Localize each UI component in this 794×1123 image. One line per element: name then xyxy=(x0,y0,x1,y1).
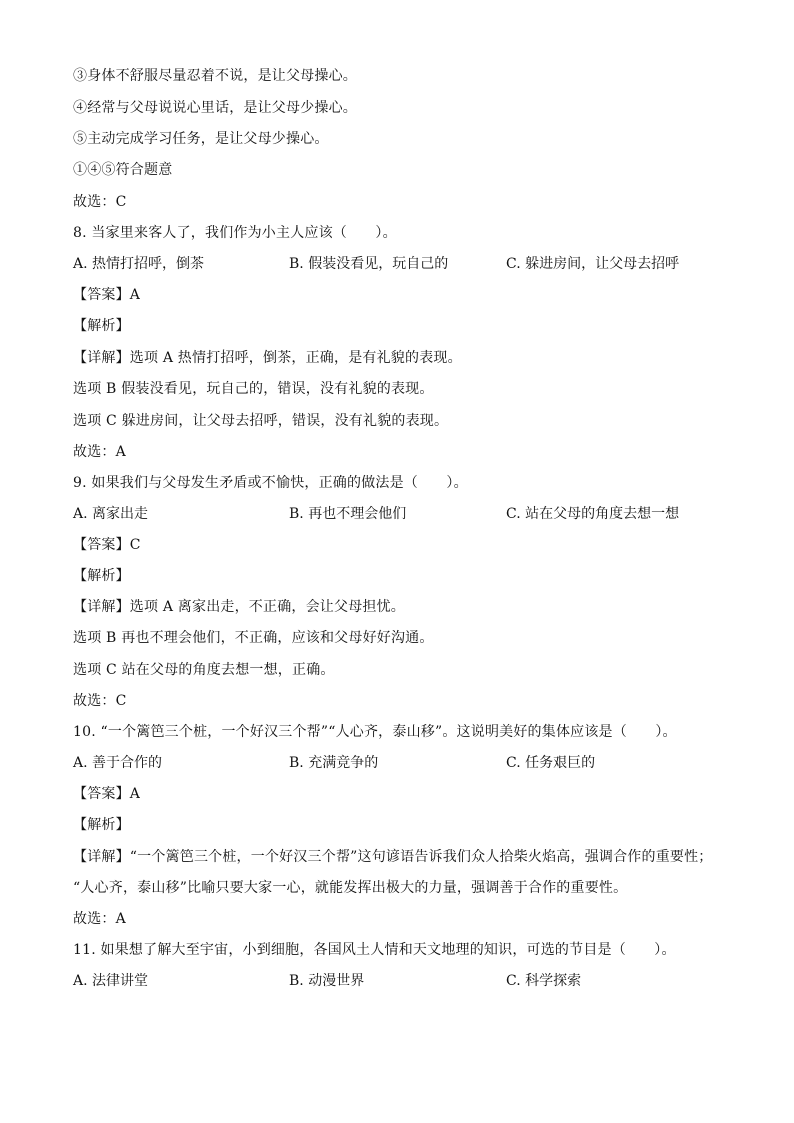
question-8-answer: 【答案】A xyxy=(73,287,141,303)
question-9-answer: 【答案】C xyxy=(73,537,141,553)
question-8-detail-3: 选项 C 躲进房间，让父母去招呼，错误，没有礼貌的表现。 xyxy=(73,413,449,429)
question-9-final: 故选：C xyxy=(73,693,127,709)
question-11-stem: 11. 如果想了解大至宇宙，小到细胞，各国风土人情和天文地理的知识，可选的节目是（ ）。 xyxy=(73,942,676,958)
question-8-option-a: A. 热情打招呼，倒茶 xyxy=(73,256,205,272)
question-8-option-b: B. 假装没看见，玩自己的 xyxy=(289,256,449,272)
question-8-detail-1: 【详解】选项 A 热情打招呼，倒茶，正确，是有礼貌的表现。 xyxy=(73,350,462,366)
question-11-option-c: C. 科学探索 xyxy=(506,973,582,989)
question-8-analysis-label: 【解析】 xyxy=(73,318,130,334)
question-9-option-b: B. 再也不理会他们 xyxy=(289,506,407,522)
question-8-option-c: C. 躲进房间，让父母去招呼 xyxy=(506,256,680,272)
question-9-option-c: C. 站在父母的角度去想一想 xyxy=(506,506,680,522)
question-8-final: 故选：A xyxy=(73,444,126,460)
question-11-option-a: A. 法律讲堂 xyxy=(73,973,149,989)
question-9-stem: 9. 如果我们与父母发生矛盾或不愉快，正确的做法是（ ）。 xyxy=(73,475,468,491)
question-10-option-a: A. 善于合作的 xyxy=(73,755,163,771)
question-10-option-b: B. 充满竞争的 xyxy=(289,755,379,771)
question-10-detail-1: 【详解】“一个篱笆三个桩，一个好汉三个帮”这句谚语告诉我们众人拾柴火焰高，强调合作的重要性； xyxy=(73,849,713,865)
question-9-detail-2: 选项 B 再也不理会他们，不正确，应该和父母好好沟通。 xyxy=(73,630,434,646)
reason-line-5: ⑤主动完成学习任务，是让父母少操心。 xyxy=(73,131,329,147)
question-10-analysis-label: 【解析】 xyxy=(73,817,130,833)
question-9-detail-1: 【详解】选项 A 离家出走，不正确，会让父母担忧。 xyxy=(73,599,406,615)
question-10-stem: 10. “一个篱笆三个桩，一个好汉三个帮”“人心齐，泰山移”。这说明美好的集体应该是（ ）。 xyxy=(73,724,677,740)
question-11-option-b: B. 动漫世界 xyxy=(289,973,365,989)
question-10-final: 故选：A xyxy=(73,911,126,927)
question-9-detail-3: 选项 C 站在父母的角度去想一想，正确。 xyxy=(73,662,335,678)
question-10-detail-2: “人心齐，泰山移”比喻只要大家一心，就能发挥出极大的力量，强调善于合作的重要性。 xyxy=(73,880,628,896)
reason-line-3: ③身体不舒服尽量忍着不说，是让父母操心。 xyxy=(73,68,357,84)
question-10-answer: 【答案】A xyxy=(73,786,141,802)
question-8-detail-2: 选项 B 假装没看见，玩自己的，错误，没有礼貌的表现。 xyxy=(73,381,434,397)
final-choice: 故选：C xyxy=(73,194,127,210)
question-10-option-c: C. 任务艰巨的 xyxy=(506,755,596,771)
question-9-option-a: A. 离家出走 xyxy=(73,506,149,522)
question-8-stem: 8. 当家里来客人了，我们作为小主人应该（ ）。 xyxy=(73,225,397,241)
conclusion-line: ①④⑤符合题意 xyxy=(73,162,173,178)
question-9-analysis-label: 【解析】 xyxy=(73,568,130,584)
reason-line-4: ④经常与父母说说心里话，是让父母少操心。 xyxy=(73,100,357,116)
